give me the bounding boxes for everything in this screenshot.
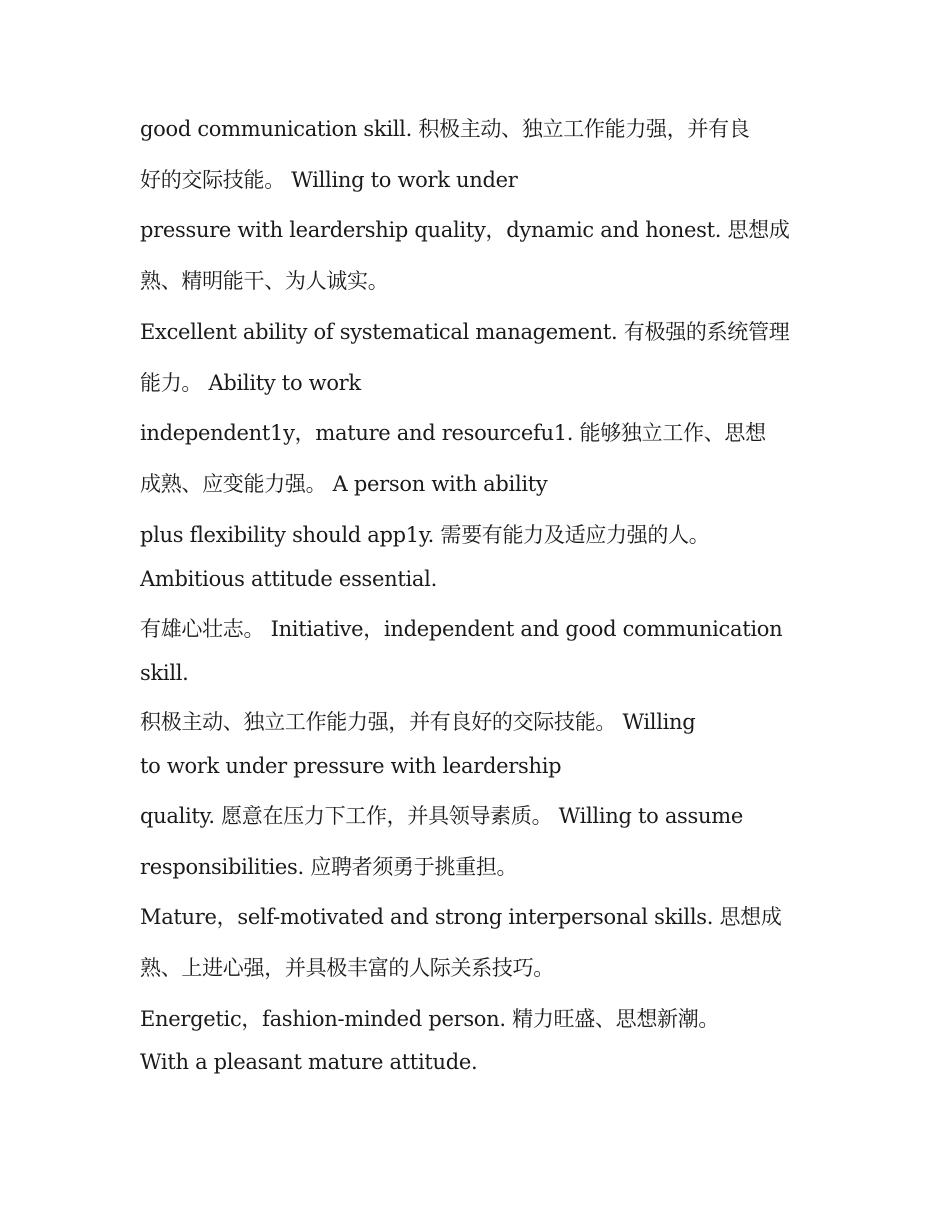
text-line: 成熟、应变能力强。 A person with ability	[140, 472, 548, 496]
text-line: 积极主动、独立工作能力强，并有良好的交际技能。 Willing	[140, 710, 696, 734]
text-line: to work under pressure with leardership	[140, 754, 562, 778]
text-line: Excellent ability of systematical management. 有极强的系统管理	[140, 320, 790, 344]
text-line: quality. 愿意在压力下工作，并具领导素质。 Willing to assume	[140, 804, 743, 828]
text-line: independent1y，mature and resourcefu1. 能够独立工作、思想	[140, 421, 766, 445]
text-line: skill.	[140, 661, 189, 685]
text-line: Ambitious attitude essential.	[140, 567, 437, 591]
text-line: Mature，self-motivated and strong interpersonal skills. 思想成	[140, 905, 782, 929]
text-line: 有雄心壮志。 Initiative，independent and good communication	[140, 617, 783, 641]
text-line: plus flexibility should app1y. 需要有能力及适应力强的人。	[140, 523, 710, 547]
text-line: pressure with leardership quality，dynamic and honest. 思想成	[140, 218, 790, 242]
text-line: Energetic，fashion-minded person. 精力旺盛、思想新潮。	[140, 1007, 720, 1031]
text-line: 熟、精明能干、为人诚实。	[140, 269, 389, 293]
text-line: With a pleasant mature attitude.	[140, 1050, 478, 1074]
text-line: good communication skill. 积极主动、独立工作能力强，并有良	[140, 117, 750, 141]
text-line: responsibilities. 应聘者须勇于挑重担。	[140, 855, 518, 879]
text-line: 熟、上进心强，并具极丰富的人际关系技巧。	[140, 956, 554, 980]
text-line: 好的交际技能。 Willing to work under	[140, 168, 518, 192]
text-line: 能力。 Ability to work	[140, 371, 361, 395]
